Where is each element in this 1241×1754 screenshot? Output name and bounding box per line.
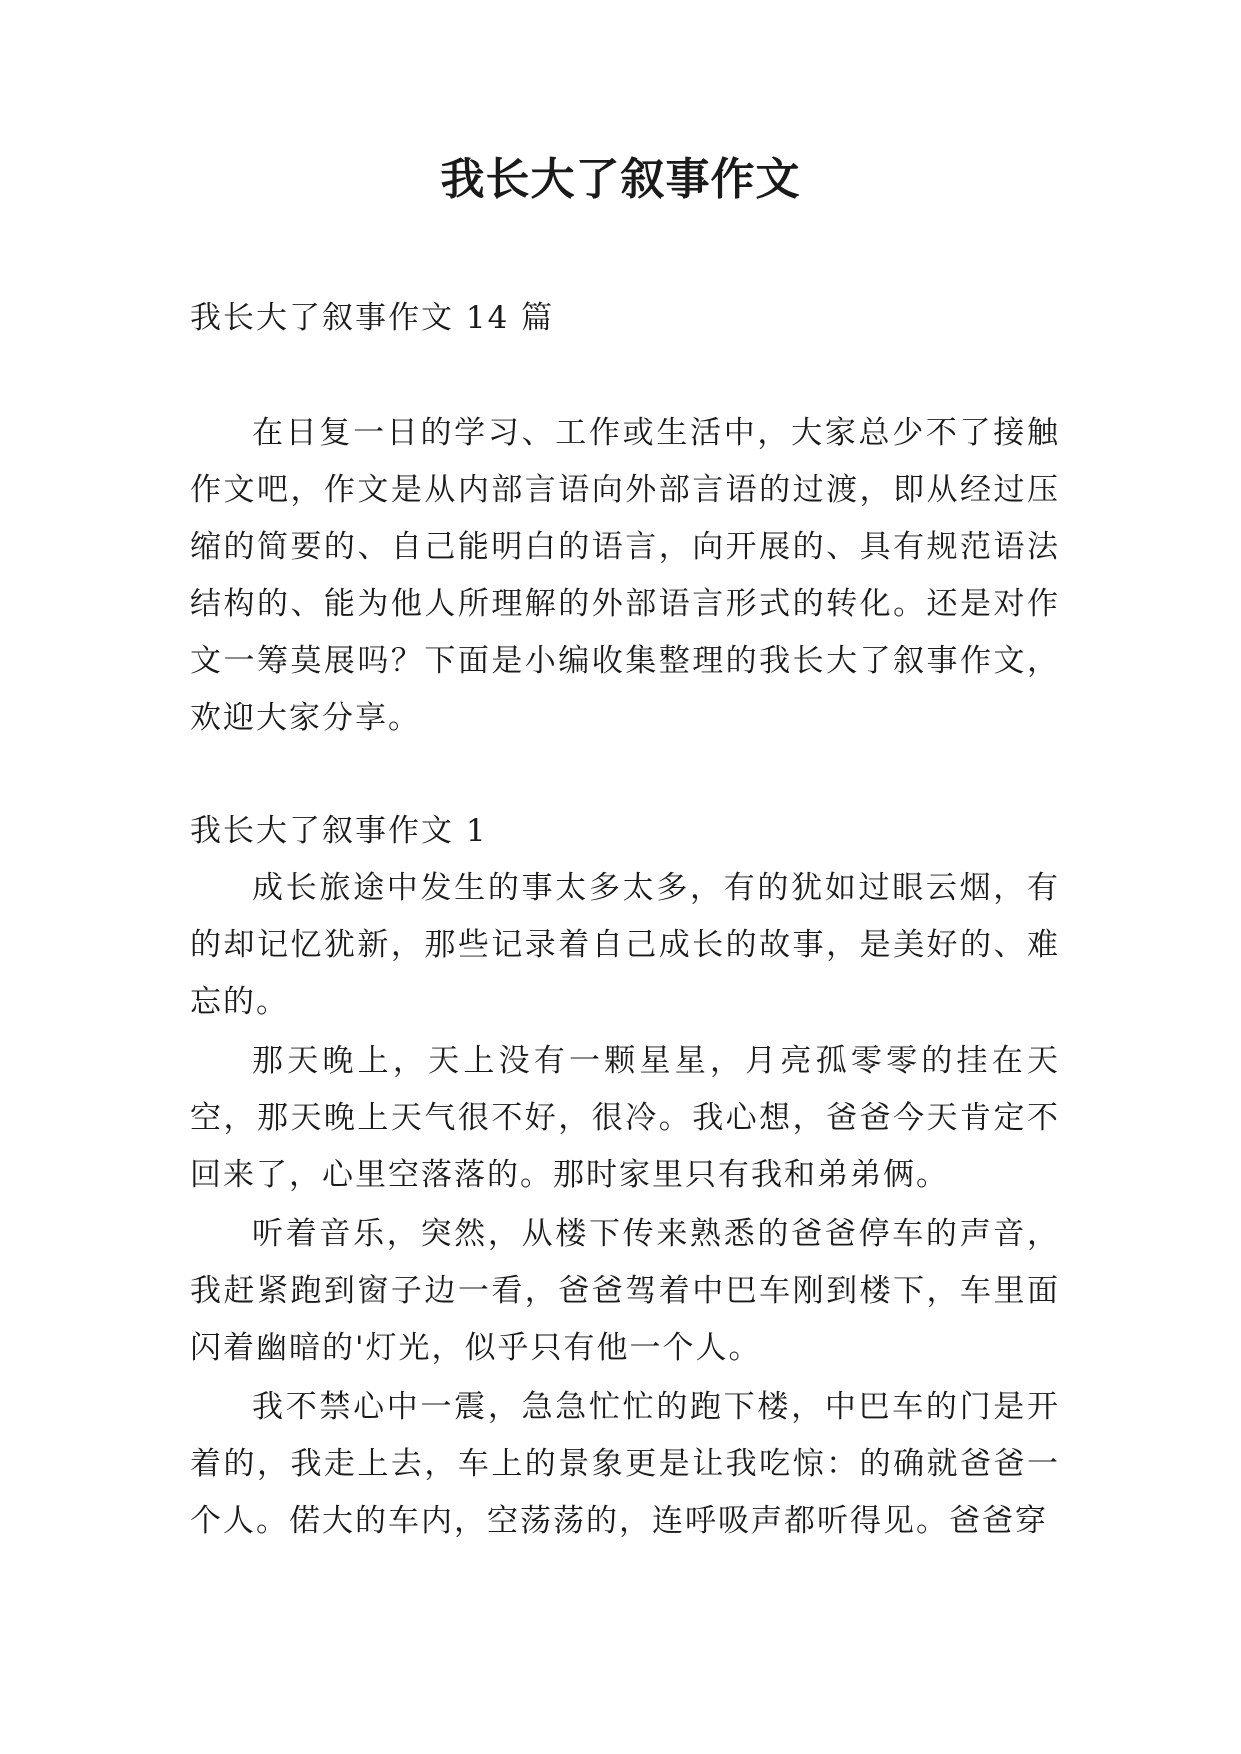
body-paragraph-4: 我不禁心中一震，急急忙忙的跑下楼，中巴车的门是开着的，我走上去，车上的景象更是让我吃惊：的确就爸爸一个人。偌大的车内，空荡荡的，连呼吸声都听得见。爸爸穿 (190, 1389, 1060, 1539)
document-title: 我长大了叙事作文 (440, 154, 801, 205)
intro-paragraph: 在日复一日的学习、工作或生活中，大家总少不了接触作文吧，作文是从内部言语向外部言语的过渡，即从经过压缩的简要的、自己能明白的语言，向开展的、具有规范语法结构的、能为他人所理解的外部语言形式的转化。还是对作文一筹莫展吗？下面是小编收集整理的我长大了叙事作文，欢迎大家分享。 (190, 415, 1060, 736)
document-subtitle: 我长大了叙事作文 14 篇 (190, 300, 555, 336)
body-paragraph-3: 听着音乐，突然，从楼下传来熟悉的爸爸停车的声音，我赶紧跑到窗子边一看，爸爸驾着中巴车刚到楼下，车里面闪着幽暗的'灯光，似乎只有他一个人。 (190, 1216, 1060, 1366)
body-paragraph-1: 成长旅途中发生的事太多太多，有的犹如过眼云烟，有的却记忆犹新，那些记录着自己成长的故事，是美好的、难忘的。 (190, 870, 1060, 1020)
body-paragraph-2: 那天晚上，天上没有一颗星星，月亮孤零零的挂在天空，那天晚上天气很不好，很冷。我心想，爸爸今天肯定不回来了，心里空落落的。那时家里只有我和弟弟俩。 (190, 1043, 1060, 1193)
section-heading: 我长大了叙事作文 1 (190, 813, 488, 849)
document-body (190, 290, 1060, 1550)
